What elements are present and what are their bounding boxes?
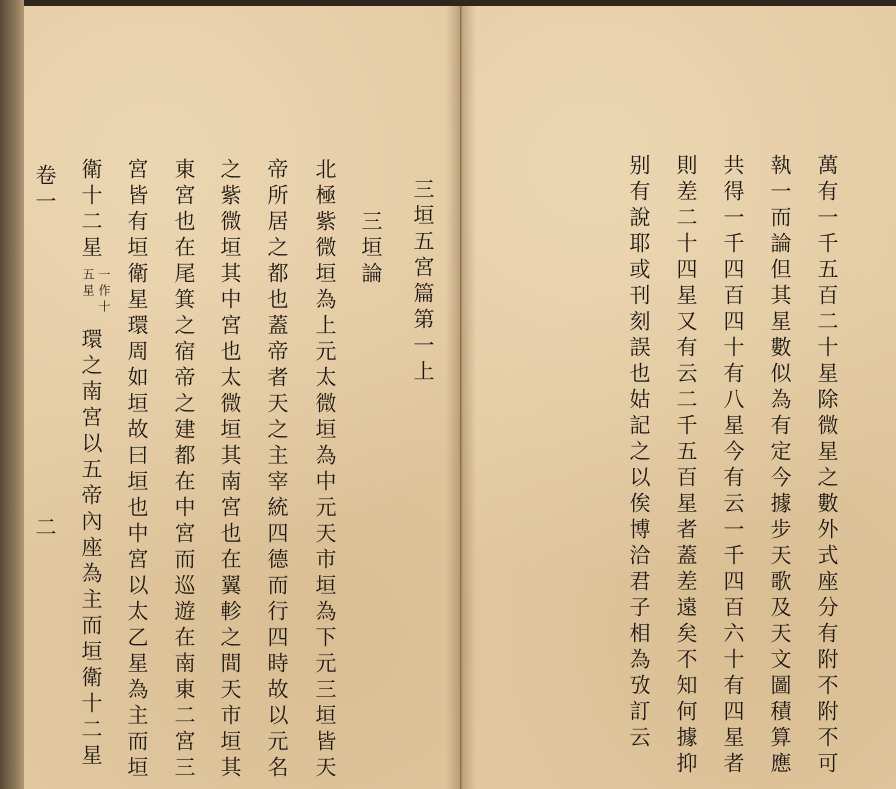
text-column: 則差二十四星又有云二千五百星者蓋差遠矣不知何據抑 — [674, 154, 698, 778]
volume-label: 卷一 — [33, 164, 57, 216]
text-column-part: 衛十二星 — [79, 158, 103, 262]
page-number: 二 — [33, 516, 57, 542]
left-page — [24, 6, 461, 789]
text-column: 共得一千四百四十有八星今有云一千四百六十有四星者 — [721, 154, 745, 778]
interlinear-note: 五星 — [81, 268, 95, 300]
text-column: 北極紫微垣為上元太微垣為中元天市垣為下元三垣皆天 — [313, 158, 337, 782]
text-column: 别有說耶或刊刻誤也姑記之以俟博洽君子相為攷訂云 — [627, 154, 651, 752]
text-column: 萬有一千五百二十星除微星之數外式座分有附不附不可 — [815, 154, 839, 778]
chapter-title: 三垣五宮篇第一上 — [411, 178, 435, 386]
book-gutter — [446, 6, 476, 789]
text-column-part: 環之南宮以五帝內座為主而垣衛十二星 — [79, 328, 103, 770]
page-stack-edge — [0, 0, 24, 789]
text-column: 執一而論但其星數似為有定今據步天歌及天文圖積算應 — [768, 154, 792, 778]
text-column: 之紫微垣其中宮也太微垣其南宮也在翼軫之間天市垣其 — [218, 158, 242, 782]
text-column: 帝所居之都也蓋帝者天之主宰統四德而行四時故以元名 — [265, 158, 289, 782]
text-column: 東宮也在尾箕之宿帝之建都在中宮而巡遊在南東二宮三 — [172, 158, 196, 782]
text-column: 宮皆有垣衛星環周如垣故曰垣也中宮以太乙星為主而垣 — [125, 158, 149, 782]
section-title: 三垣論 — [359, 210, 383, 288]
right-page — [461, 6, 896, 789]
interlinear-note: 一作十 — [97, 268, 111, 316]
